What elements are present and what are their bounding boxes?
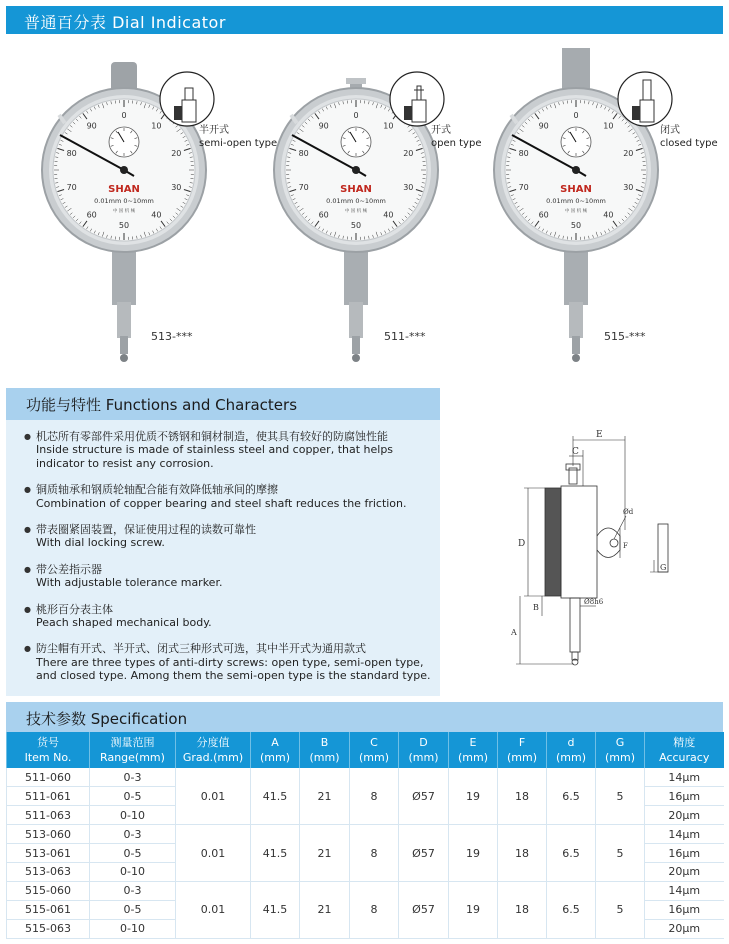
dial-number: 70 bbox=[518, 182, 529, 192]
dim-A-label: A bbox=[511, 628, 517, 637]
dial-number: 50 bbox=[118, 221, 130, 230]
spec-E-cell: 19 bbox=[449, 768, 498, 825]
spec-column-header: C (mm) bbox=[350, 732, 399, 768]
brand-logo: SHAN bbox=[560, 184, 592, 195]
dial-number: 30 bbox=[623, 182, 634, 192]
accuracy-cell: 20μm bbox=[645, 862, 724, 881]
spec-column-header: G (mm) bbox=[596, 732, 645, 768]
spec-column-header: 测量范围 Range(mm) bbox=[90, 732, 176, 768]
cap-type-en: closed type bbox=[660, 138, 718, 149]
spec-grad-cell: 0.01 bbox=[176, 825, 251, 882]
cap-type-label bbox=[199, 124, 277, 150]
item-no-cell: 511-063 bbox=[7, 806, 90, 825]
features-list bbox=[24, 430, 436, 696]
item-no-cell: 515-063 bbox=[7, 919, 90, 938]
dim-G-label: G bbox=[660, 563, 667, 572]
spec-grad-cell: 0.01 bbox=[176, 881, 251, 938]
feature-cn: ● 带公差指示器 bbox=[36, 562, 102, 576]
item-no-cell: 515-060 bbox=[7, 881, 90, 900]
dim-C-label: C bbox=[572, 447, 579, 457]
model-number: 513-*** bbox=[151, 330, 193, 343]
spec-grad-cell: 0.01 bbox=[176, 768, 251, 825]
spec-column-header: B (mm) bbox=[300, 732, 350, 768]
dim-stem-label: Ø8h6 bbox=[584, 598, 604, 606]
spec-d-cell: 6.5 bbox=[547, 825, 596, 882]
range-cell: 0-10 bbox=[90, 919, 176, 938]
accuracy-cell: 14μm bbox=[645, 768, 724, 787]
feature-cn: ● 机芯所有零部件采用优质不锈钢和铜材制造，使其具有较好的防腐蚀性能 bbox=[36, 430, 388, 443]
spec-B-cell: 21 bbox=[300, 881, 350, 938]
spec-column-header: A (mm) bbox=[251, 732, 300, 768]
accuracy-cell: 16μm bbox=[645, 844, 724, 863]
dial-number: 30 bbox=[171, 182, 182, 192]
brand-logo: SHAN bbox=[108, 184, 140, 195]
cap-type-badge bbox=[158, 70, 216, 128]
dial-number: 80 bbox=[66, 149, 77, 159]
dial-number: 70 bbox=[66, 182, 77, 192]
features-header bbox=[6, 388, 440, 420]
dial-number: 30 bbox=[403, 182, 414, 192]
dial-number: 60 bbox=[318, 210, 329, 220]
spec-C-cell: 8 bbox=[350, 881, 399, 938]
spec-column-header: F (mm) bbox=[498, 732, 547, 768]
dial-number: 70 bbox=[298, 182, 309, 192]
accuracy-cell: 16μm bbox=[645, 787, 724, 806]
feature-en: There are three types of anti-dirty screws: open type, semi-open type, and closed type. Among them the semi-open type is the standard type. bbox=[36, 655, 431, 683]
dial-number: 90 bbox=[318, 121, 329, 131]
dial-number: 80 bbox=[298, 149, 309, 159]
spec-column-header: 分度值 Grad.(mm) bbox=[176, 732, 251, 768]
dial-made-in: 中 国 机 械 bbox=[564, 209, 588, 214]
spec-header-row bbox=[7, 732, 724, 768]
range-cell: 0-10 bbox=[90, 806, 176, 825]
range-cell: 0-3 bbox=[90, 768, 176, 787]
dim-d-label: Ød bbox=[623, 508, 634, 516]
dial-number: 60 bbox=[538, 210, 549, 220]
spec-column-header: 货号 Item No. bbox=[7, 732, 90, 768]
dim-E-label: E bbox=[596, 430, 603, 440]
spec-C-cell: 8 bbox=[350, 825, 399, 882]
product-gallery bbox=[0, 40, 729, 380]
spec-column-header: D (mm) bbox=[399, 732, 449, 768]
model-number: 515-*** bbox=[604, 330, 646, 343]
dial-number: 20 bbox=[403, 149, 414, 159]
feature-en: With adjustable tolerance marker. bbox=[36, 576, 223, 590]
cap-type-cn: 开式 bbox=[431, 125, 451, 136]
dim-F-label: F bbox=[623, 542, 628, 550]
spec-header bbox=[6, 702, 723, 732]
cap-type-cn: 半开式 bbox=[199, 125, 229, 136]
item-no-cell: 511-061 bbox=[7, 787, 90, 806]
spec-E-cell: 19 bbox=[449, 825, 498, 882]
dial-number: 40 bbox=[603, 210, 614, 220]
feature-cn: ● 桃形百分表主体 bbox=[36, 602, 113, 616]
accuracy-cell: 20μm bbox=[645, 806, 724, 825]
dial-number: 80 bbox=[518, 149, 529, 159]
feature-en: Inside structure is made of stainless steel and copper, that helps indicator to resist any corrosion. bbox=[36, 443, 394, 470]
title-bar bbox=[6, 6, 723, 34]
spec-A-cell: 41.5 bbox=[251, 825, 300, 882]
dial-number: 10 bbox=[383, 121, 394, 131]
range-cell: 0-10 bbox=[90, 862, 176, 881]
spec-D-cell: Ø57 bbox=[399, 881, 449, 938]
accuracy-cell: 20μm bbox=[645, 919, 724, 938]
item-no-cell: 511-060 bbox=[7, 768, 90, 787]
model-number: 511-*** bbox=[384, 330, 426, 343]
feature-cn: ● 带表圈紧固装置，保证使用过程的读数可靠性 bbox=[36, 523, 256, 537]
feature-item bbox=[24, 642, 436, 682]
accuracy-cell: 14μm bbox=[645, 881, 724, 900]
cap-type-en: semi-open type bbox=[199, 138, 278, 149]
dial-unit-text: 0.01mm 0~10mm bbox=[94, 197, 154, 205]
range-cell: 0-5 bbox=[90, 844, 176, 863]
accuracy-cell: 14μm bbox=[645, 825, 724, 844]
brand-logo: SHAN bbox=[340, 184, 372, 195]
dial-made-in: 中 国 机 械 bbox=[112, 209, 136, 214]
spec-title: 技术参数 Specification bbox=[26, 710, 188, 728]
table-row bbox=[7, 768, 724, 787]
features-panel bbox=[6, 388, 440, 696]
spec-D-cell: Ø57 bbox=[399, 825, 449, 882]
dial-number: 0 bbox=[573, 111, 579, 120]
feature-en: Combination of copper bearing and steel shaft reduces the friction. bbox=[36, 496, 407, 510]
cap-type-badge bbox=[388, 70, 446, 128]
item-no-cell: 513-061 bbox=[7, 844, 90, 863]
dial-number: 10 bbox=[603, 121, 614, 131]
spec-F-cell: 18 bbox=[498, 825, 547, 882]
feature-item bbox=[24, 563, 436, 590]
feature-item bbox=[24, 430, 436, 470]
spec-F-cell: 18 bbox=[498, 881, 547, 938]
feature-item bbox=[24, 523, 436, 550]
dial-number: 90 bbox=[538, 121, 549, 131]
spec-column-header: d (mm) bbox=[547, 732, 596, 768]
cap-type-label bbox=[431, 124, 481, 150]
range-cell: 0-3 bbox=[90, 825, 176, 844]
spec-D-cell: Ø57 bbox=[399, 768, 449, 825]
spec-column-header: 精度 Accuracy bbox=[645, 732, 724, 768]
dial-unit-text: 0.01mm 0~10mm bbox=[326, 197, 386, 205]
spec-table bbox=[6, 732, 724, 939]
cap-type-badge bbox=[616, 70, 674, 128]
spec-C-cell: 8 bbox=[350, 768, 399, 825]
spec-A-cell: 41.5 bbox=[251, 768, 300, 825]
spec-G-cell: 5 bbox=[596, 825, 645, 882]
spec-G-cell: 5 bbox=[596, 768, 645, 825]
feature-cn: ● 防尘帽有开式、半开式、闭式三种形式可选，其中半开式为通用款式 bbox=[36, 642, 366, 656]
page-title: 普通百分表 Dial Indicator bbox=[24, 13, 226, 32]
dial-number: 60 bbox=[86, 210, 97, 220]
table-row bbox=[7, 825, 724, 844]
spec-column-header: E (mm) bbox=[449, 732, 498, 768]
dial-number: 40 bbox=[383, 210, 394, 220]
spec-A-cell: 41.5 bbox=[251, 881, 300, 938]
dial-number: 10 bbox=[151, 121, 162, 131]
dial-made-in: 中 国 机 械 bbox=[344, 209, 368, 214]
spec-d-cell: 6.5 bbox=[547, 881, 596, 938]
dial-number: 20 bbox=[171, 149, 182, 159]
feature-cn: ● 铜质轴承和钢质轮轴配合能有效降低轴承间的摩擦 bbox=[36, 483, 278, 497]
dial-number: 0 bbox=[353, 111, 359, 120]
dim-D-label: D bbox=[518, 539, 526, 549]
cap-type-label bbox=[660, 124, 718, 150]
spec-B-cell: 21 bbox=[300, 825, 350, 882]
feature-item bbox=[24, 483, 436, 510]
spec-B-cell: 21 bbox=[300, 768, 350, 825]
dial-number: 50 bbox=[350, 221, 362, 230]
item-no-cell: 513-060 bbox=[7, 825, 90, 844]
dimension-diagram bbox=[508, 420, 723, 675]
dial-number: 90 bbox=[86, 121, 97, 131]
feature-en: With dial locking screw. bbox=[36, 536, 165, 550]
dial-number: 20 bbox=[623, 149, 634, 159]
dial-unit-text: 0.01mm 0~10mm bbox=[546, 197, 606, 205]
range-cell: 0-5 bbox=[90, 787, 176, 806]
dial-number: 0 bbox=[121, 111, 127, 120]
range-cell: 0-5 bbox=[90, 900, 176, 919]
cap-type-cn: 闭式 bbox=[660, 125, 680, 136]
feature-en: Peach shaped mechanical body. bbox=[36, 616, 212, 630]
spec-G-cell: 5 bbox=[596, 881, 645, 938]
item-no-cell: 513-063 bbox=[7, 862, 90, 881]
cap-type-en: open type bbox=[431, 138, 482, 149]
range-cell: 0-3 bbox=[90, 881, 176, 900]
features-title: 功能与特性 Functions and Characters bbox=[26, 396, 298, 414]
spec-F-cell: 18 bbox=[498, 768, 547, 825]
table-row bbox=[7, 881, 724, 900]
item-no-cell: 515-061 bbox=[7, 900, 90, 919]
spec-E-cell: 19 bbox=[449, 881, 498, 938]
dim-B-label: B bbox=[533, 603, 539, 612]
dial-number: 50 bbox=[570, 221, 582, 230]
accuracy-cell: 16μm bbox=[645, 900, 724, 919]
spec-d-cell: 6.5 bbox=[547, 768, 596, 825]
dial-number: 40 bbox=[151, 210, 162, 220]
feature-item bbox=[24, 603, 436, 630]
